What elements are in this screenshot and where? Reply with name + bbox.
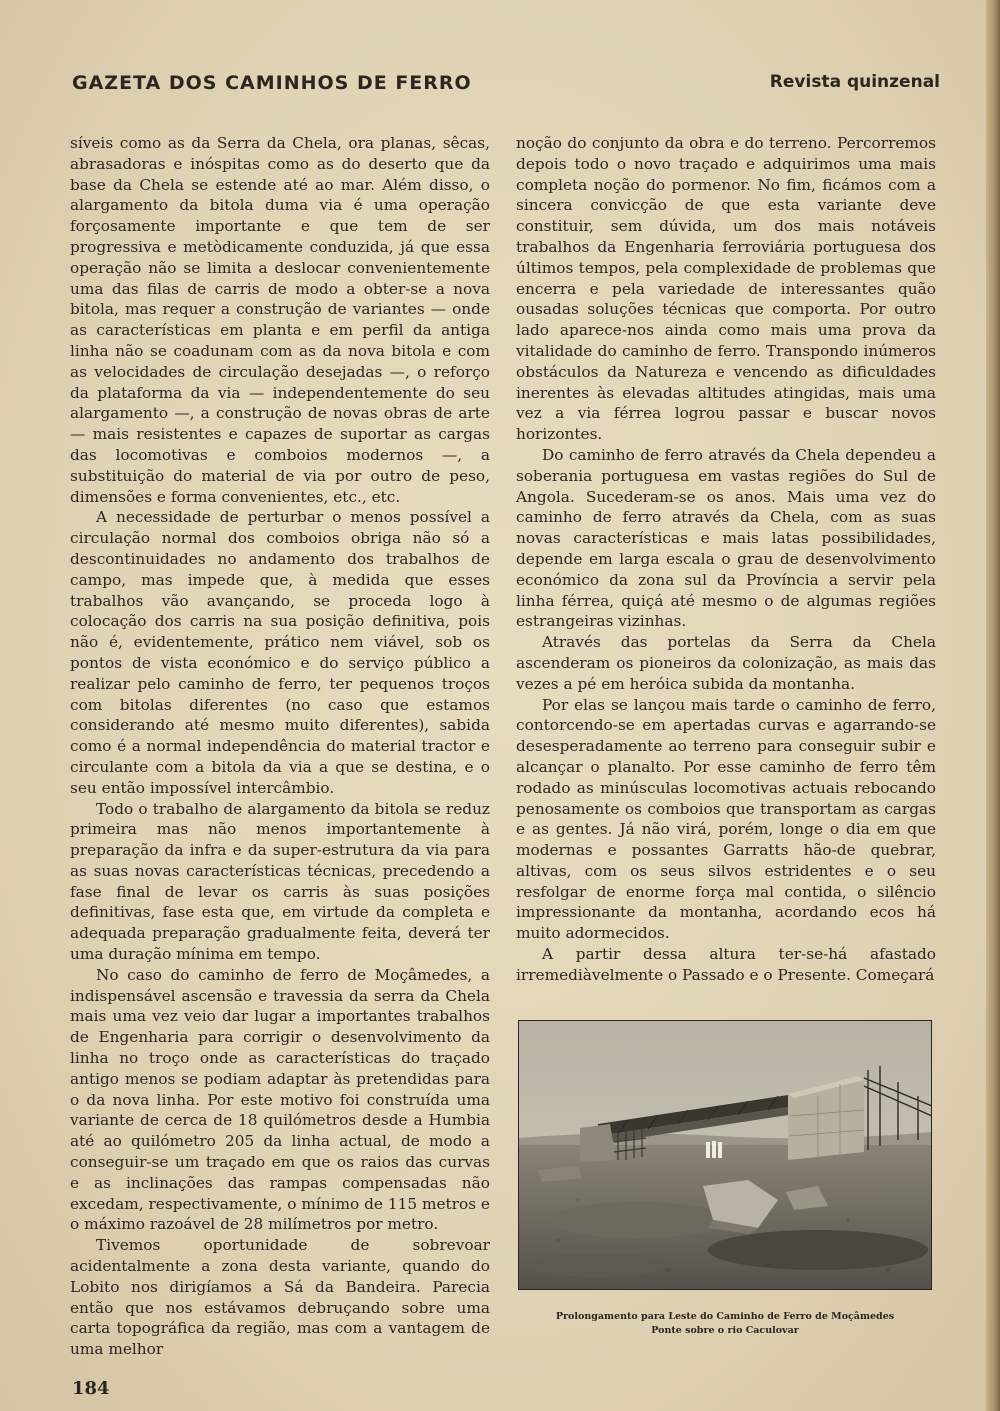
paragraph: Por elas se lançou mais tarde o caminho de ferro, contorcendo-se em apertadas curvas e agarrando-se desesperadamente ao terreno para conseguir subir e alcançar o planalto. Por esse caminho de ferro têm rodado as minúsculas locomotivas actuais rebocando penosamente os comboios que transportam as cargas e as gentes. Já não virá, porém, longe o dia em que modernas e possantes Garratts hão-de quebrar, altivas, com os seus silvos estridentes e o seu resfolgar de enorme força mal contida, o silêncio impressionante da montanha, acordando ecos há muito adormecidos. [516,695,936,943]
paragraph: Tivemos oportunidade de sobrevoar acidentalmente a zona desta variante, quando do Lobito nos dirigíamos a Sá da Bandeira. Parecia então que nos estávamos debruçando sobre uma carta topográfica da região, mas com a vantagem de uma melhor [70,1236,490,1359]
page-header [72,72,940,102]
paragraph: A necessidade de perturbar o menos possível a circulação normal dos comboios obriga não só a descontinuidades no andamento dos trabalhos de campo, mas impede que, à medida que esses trabalhos vão avançando, se proceda logo à colocação dos carris na sua posição definitiva, pois não é, evidentemente, prático nem viável, sob os pontos de vista económico e do serviço público a realizar pelo caminho de ferro, ter pequenos troços com bitolas diferentes (no caso que estamos considerando até mesmo muito diferentes), sabida como é a normal independência do material tractor e circulante com a bitola da via a que se destina, e o seu então impossível intercâmbio. [70,508,490,797]
paragraph: Através das portelas da Serra da Chela ascenderam os pioneiros da colonização, as mais das vezes a pé em heróica subida da montanha. [516,633,936,693]
paragraph: No caso do caminho de ferro de Moçâmedes, a indispensável ascensão e travessia da serra da Chela mais uma vez veio dar lugar a importantes trabalhos de Engenharia para corrigir o desenvolvimento da linha no troço onde as características do traçado antigo menos se podiam adaptar às pretendidas para o da nova linha. Por este motivo foi construída uma variante de cerca de 18 quilómetros desde a Humbia até ao quilómetro 205 da linha actual, de modo a conseguir-se um traçado em que os raios das curvas e as inclinações das rampas compensadas não excedam, respectivamente, o mínimo de 115 metros e o máximo razoável de 28 milímetros por metro. [70,965,490,1234]
bridge-photo [518,1020,932,1290]
paragraph: A partir dessa altura ter-se-há afastado irremediàvelmente o Passado e o Presente. Começará [516,945,936,984]
figure-caption [518,1310,932,1338]
caption-line: Prolongamento para Leste do Caminho de Ferro de Moçâmedes [555,1311,895,1322]
page-number: 184 [72,1378,110,1399]
text-column-right [516,133,936,993]
page-binding-edge [986,0,1000,1411]
caption-line: Ponte sobre o rio Caculovar [651,1325,799,1336]
paragraph: Do caminho de ferro através da Chela dependeu a soberania portuguesa em vastas regiões do Sul de Angola. Sucederam-se os anos. Mais uma vez do caminho de ferro através da Chela, com as suas novas características e mais latas possibilidades, depende em larga escala o grau de desenvolvimento económico da zona sul da Província a servir pela linha férrea, quiçá até mesmo o de algumas regiões estrangeiras vizinhas. [516,445,936,631]
paragraph: noção do conjunto da obra e do terreno. Percorremos depois todo o novo traçado e adquirimos uma mais completa noção do pormenor. No fim, ficámos com a sincera convicção de que esta variante deve constituir, sem dúvida, um dos mais notáveis trabalhos da Engenharia ferroviária portuguesa dos últimos tempos, pela complexidade de problemas que encerra e pela variedade de interessantes quão ousadas soluções técnicas que comporta. Por outro lado aparece-nos ainda como mais uma prova da vitalidade do caminho de ferro. Transpondo inúmeros obstáculos da Natureza e vencendo as dificuldades inerentes às elevadas altitudes atingidas, mais uma vez a via férrea logrou passar e buscar novos horizontes. [516,134,936,444]
paragraph: Todo o trabalho de alargamento da bitola se reduz primeira mas não menos importantemente à preparação da infra e da super-estrutura da via para as suas novas características técnicas, precedendo a fase final de levar os carris às suas posições definitivas, fase esta que, em virtude da completa e adequada preparação gradualmente feita, deverá ter uma duração mínima em tempo. [70,799,490,964]
magazine-title: GAZETA DOS CAMINHOS DE FERRO [72,72,472,94]
paragraph: síveis como as da Serra da Chela, ora planas, sêcas, abrasadoras e inóspitas como as do deserto que da base da Chela se estende até ao mar. Além disso, o alargamento da bitola duma via é uma operação forçosamente importante e que tem de ser progressiva e metòdicamente conduzida, já que essa operação não se limita a deslocar convenientemente uma das filas de carris de modo a obter-se a nova bitola, mas requer a construção de variantes — onde as características em planta e em perfil da antiga linha não se coadunam com as da nova bitola e com as velocidades de circulação desejadas —, o reforço da plataforma da via — independentemente do seu alargamento —, a construção de novas obras de arte — mais resistentes e capazes de suportar as cargas das locomotivas e comboios modernos —, a substituição do material de via por outro de peso, dimensões e forma convenientes, etc., etc. [70,134,490,506]
magazine-subtitle: Revista quinzenal [769,72,940,92]
text-column-left [70,133,490,1359]
